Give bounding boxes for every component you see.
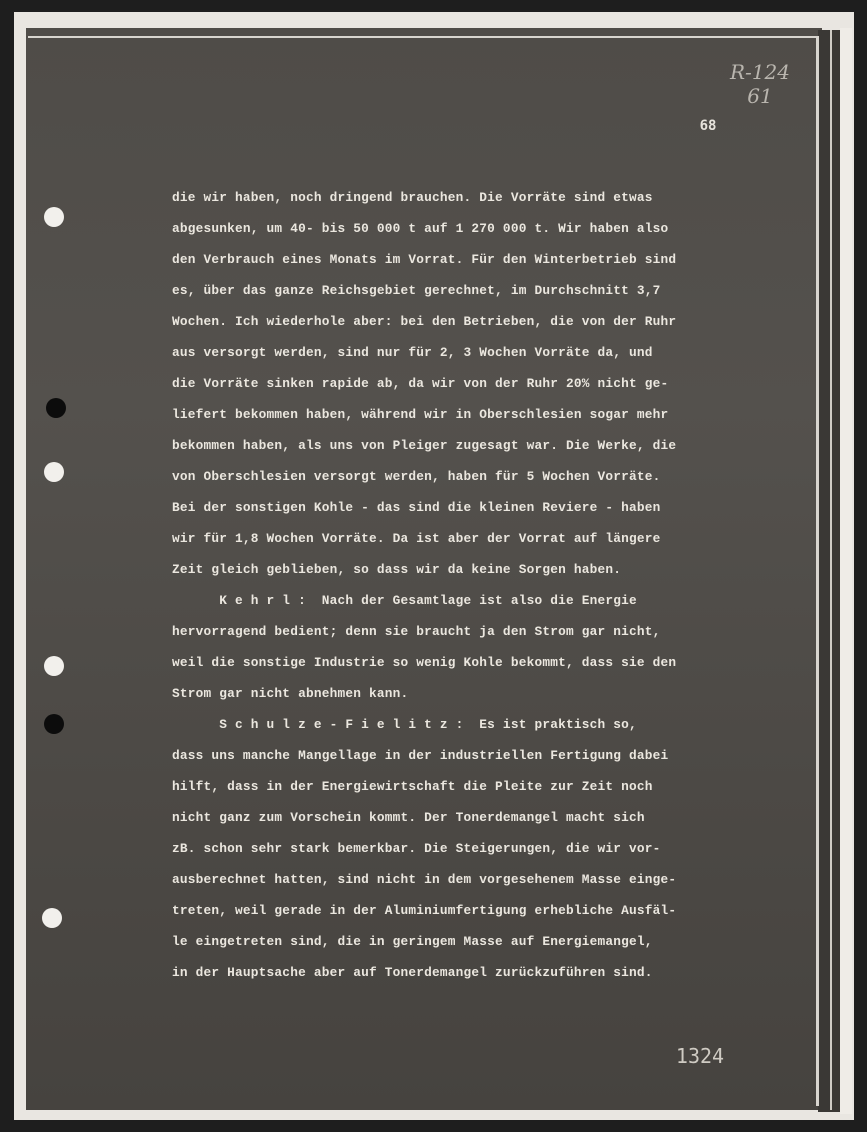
annotation-line-2: 61: [747, 84, 773, 108]
text-line: S c h u l z e - F i e l i t z : Es ist praktisch so,: [172, 717, 637, 732]
punch-hole: [46, 398, 66, 418]
punch-hole: [44, 462, 64, 482]
text-line: den Verbrauch eines Monats im Vorrat. Für den Winterbetrieb sind: [172, 252, 677, 267]
body-text: [172, 182, 792, 988]
punch-hole: [44, 714, 64, 734]
text-line: K e h r l : Nach der Gesamtlage ist also die Energie: [172, 593, 637, 608]
text-line: bekommen haben, als uns von Pleiger zugesagt war. Die Werke, die: [172, 438, 677, 453]
archive-stamp-number: 1324: [675, 1044, 725, 1068]
text-line: hilft, dass in der Energiewirtschaft die Pleite zur Zeit noch: [172, 779, 653, 794]
page-edge-shadow: [818, 30, 840, 1112]
punch-hole: [44, 656, 64, 676]
right-border-line: [816, 36, 819, 1106]
text-line: es, über das ganze Reichsgebiet gerechnet, im Durchschnitt 3,7: [172, 283, 661, 298]
punch-hole: [44, 207, 64, 227]
text-line: le eingetreten sind, die in geringem Masse auf Energiemangel,: [172, 934, 653, 949]
top-border-line: [28, 36, 818, 38]
text-line: abgesunken, um 40- bis 50 000 t auf 1 270 000 t. Wir haben also: [172, 221, 669, 236]
text-line: Bei der sonstigen Kohle - das sind die kleinen Reviere - haben: [172, 500, 661, 515]
text-line: treten, weil gerade in der Aluminiumfertigung erhebliche Ausfäl-: [172, 903, 677, 918]
text-line: weil die sonstige Industrie so wenig Kohle bekommt, dass sie den: [172, 655, 677, 670]
text-line: hervorragend bedient; denn sie braucht ja den Strom gar nicht,: [172, 624, 661, 639]
text-line: wir für 1,8 Wochen Vorräte. Da ist aber der Vorrat auf längere: [172, 531, 661, 546]
text-line: die wir haben, noch dringend brauchen. Die Vorräte sind etwas: [172, 190, 653, 205]
annotation-line-1: R-124: [730, 60, 790, 84]
text-line: dass uns manche Mangellage in der industriellen Fertigung dabei: [172, 748, 669, 763]
text-line: Strom gar nicht abnehmen kann.: [172, 686, 409, 701]
text-line: Wochen. Ich wiederhole aber: bei den Betrieben, die von der Ruhr: [172, 314, 677, 329]
page-edge-strip: [840, 28, 852, 1114]
text-line: nicht ganz zum Vorschein kommt. Der Tonerdemangel macht sich: [172, 810, 645, 825]
text-line: ausberechnet hatten, sind nicht in dem vorgesehenem Masse einge-: [172, 872, 677, 887]
text-line: Zeit gleich geblieben, so dass wir da keine Sorgen haben.: [172, 562, 622, 577]
page-number: 68: [699, 118, 717, 134]
right-border-line-outer: [830, 30, 832, 1110]
text-line: in der Hauptsache aber auf Tonerdemangel zurückzuführen sind.: [172, 965, 653, 980]
text-line: liefert bekommen haben, während wir in Oberschlesien sogar mehr: [172, 407, 669, 422]
text-line: zB. schon sehr stark bemerkbar. Die Steigerungen, die wir vor-: [172, 841, 661, 856]
text-line: aus versorgt werden, sind nur für 2, 3 Wochen Vorräte da, und: [172, 345, 653, 360]
archive-annotation: [720, 60, 800, 108]
text-line: von Oberschlesien versorgt werden, haben für 5 Wochen Vorräte.: [172, 469, 661, 484]
text-line: die Vorräte sinken rapide ab, da wir von der Ruhr 20% nicht ge-: [172, 376, 669, 391]
punch-hole: [42, 908, 62, 928]
